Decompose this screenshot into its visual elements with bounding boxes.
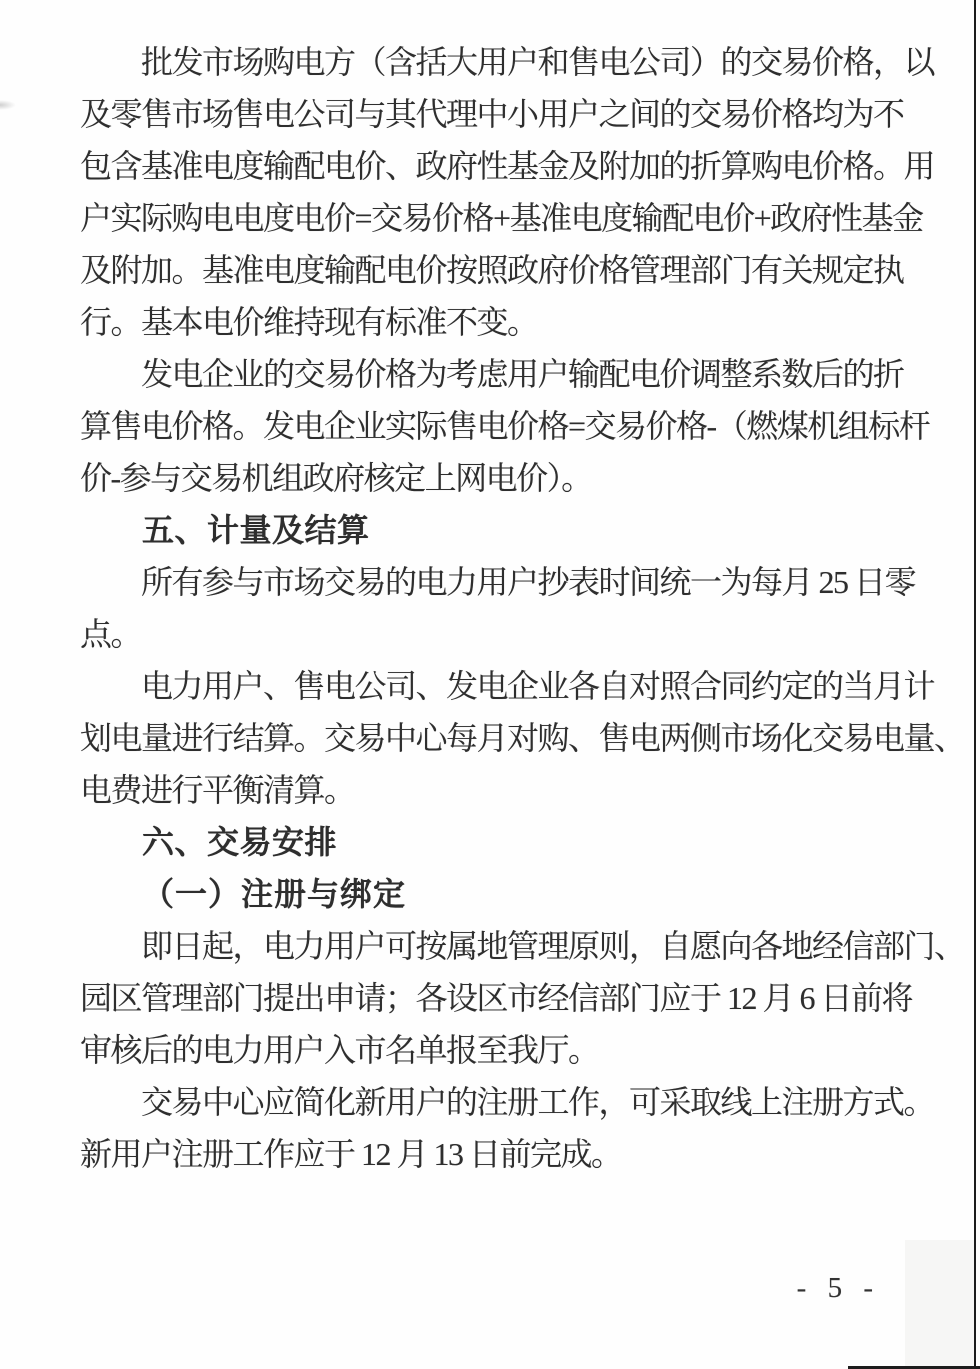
document-line: 交易中心应简化新用户的注册工作，可采取线上注册方式。 xyxy=(141,1084,935,1120)
sub-section-heading: （一）注册与绑定 xyxy=(142,876,407,912)
document-line: 划电量进行结算。交易中心每月对购、售电两侧市场化交易电量、 xyxy=(80,720,965,756)
document-line: 行。基本电价维持现有标准不变。 xyxy=(80,304,538,340)
scan-edge-line-right xyxy=(974,0,976,1369)
scan-smudge-artifact xyxy=(0,100,16,110)
document-line: 所有参与市场交易的电力用户抄表时间统一为每月 25 日零 xyxy=(141,564,916,600)
document-line: 电力用户、售电公司、发电企业各自对照合同约定的当月计 xyxy=(141,668,935,704)
document-line: 园区管理部门提出申请；各设区市经信部门应于 12 月 6 日前将 xyxy=(80,980,913,1016)
document-line: 批发市场购电方（含括大用户和售电公司）的交易价格，以 xyxy=(141,44,935,80)
document-line: 包含基准电度输配电价、政府性基金及附加的折算购电价格。用 xyxy=(80,148,935,184)
scan-shading-artifact xyxy=(905,1240,974,1369)
document-line: 价-参与交易机组政府核定上网电价）。 xyxy=(80,460,592,496)
document-line: 点。 xyxy=(80,616,142,652)
document-line: 及附加。基准电度输配电价按照政府价格管理部门有关规定执 xyxy=(80,252,904,288)
section-heading: 六、交易安排 xyxy=(142,824,338,860)
document-line: 户实际购电电度电价=交易价格+基准电度输配电价+政府性基金 xyxy=(80,200,923,236)
document-line: 即日起，电力用户可按属地管理原则，自愿向各地经信部门、 xyxy=(141,928,965,964)
document-line: 及零售市场售电公司与其代理中小用户之间的交易价格均为不 xyxy=(80,96,904,132)
document-line: 审核后的电力用户入市名单报至我厅。 xyxy=(80,1032,599,1068)
document-body xyxy=(80,36,980,1180)
document-line: 算售电价格。发电企业实际售电价格=交易价格-（燃煤机组标杆 xyxy=(80,408,930,444)
document-line: 电费进行平衡清算。 xyxy=(80,772,355,808)
page-number: - 5 - xyxy=(796,1272,880,1304)
document-line: 发电企业的交易价格为考虑用户输配电价调整系数后的折 xyxy=(141,356,904,392)
section-heading: 五、计量及结算 xyxy=(142,512,370,548)
document-line: 新用户注册工作应于 12 月 13 日前完成。 xyxy=(80,1136,622,1172)
